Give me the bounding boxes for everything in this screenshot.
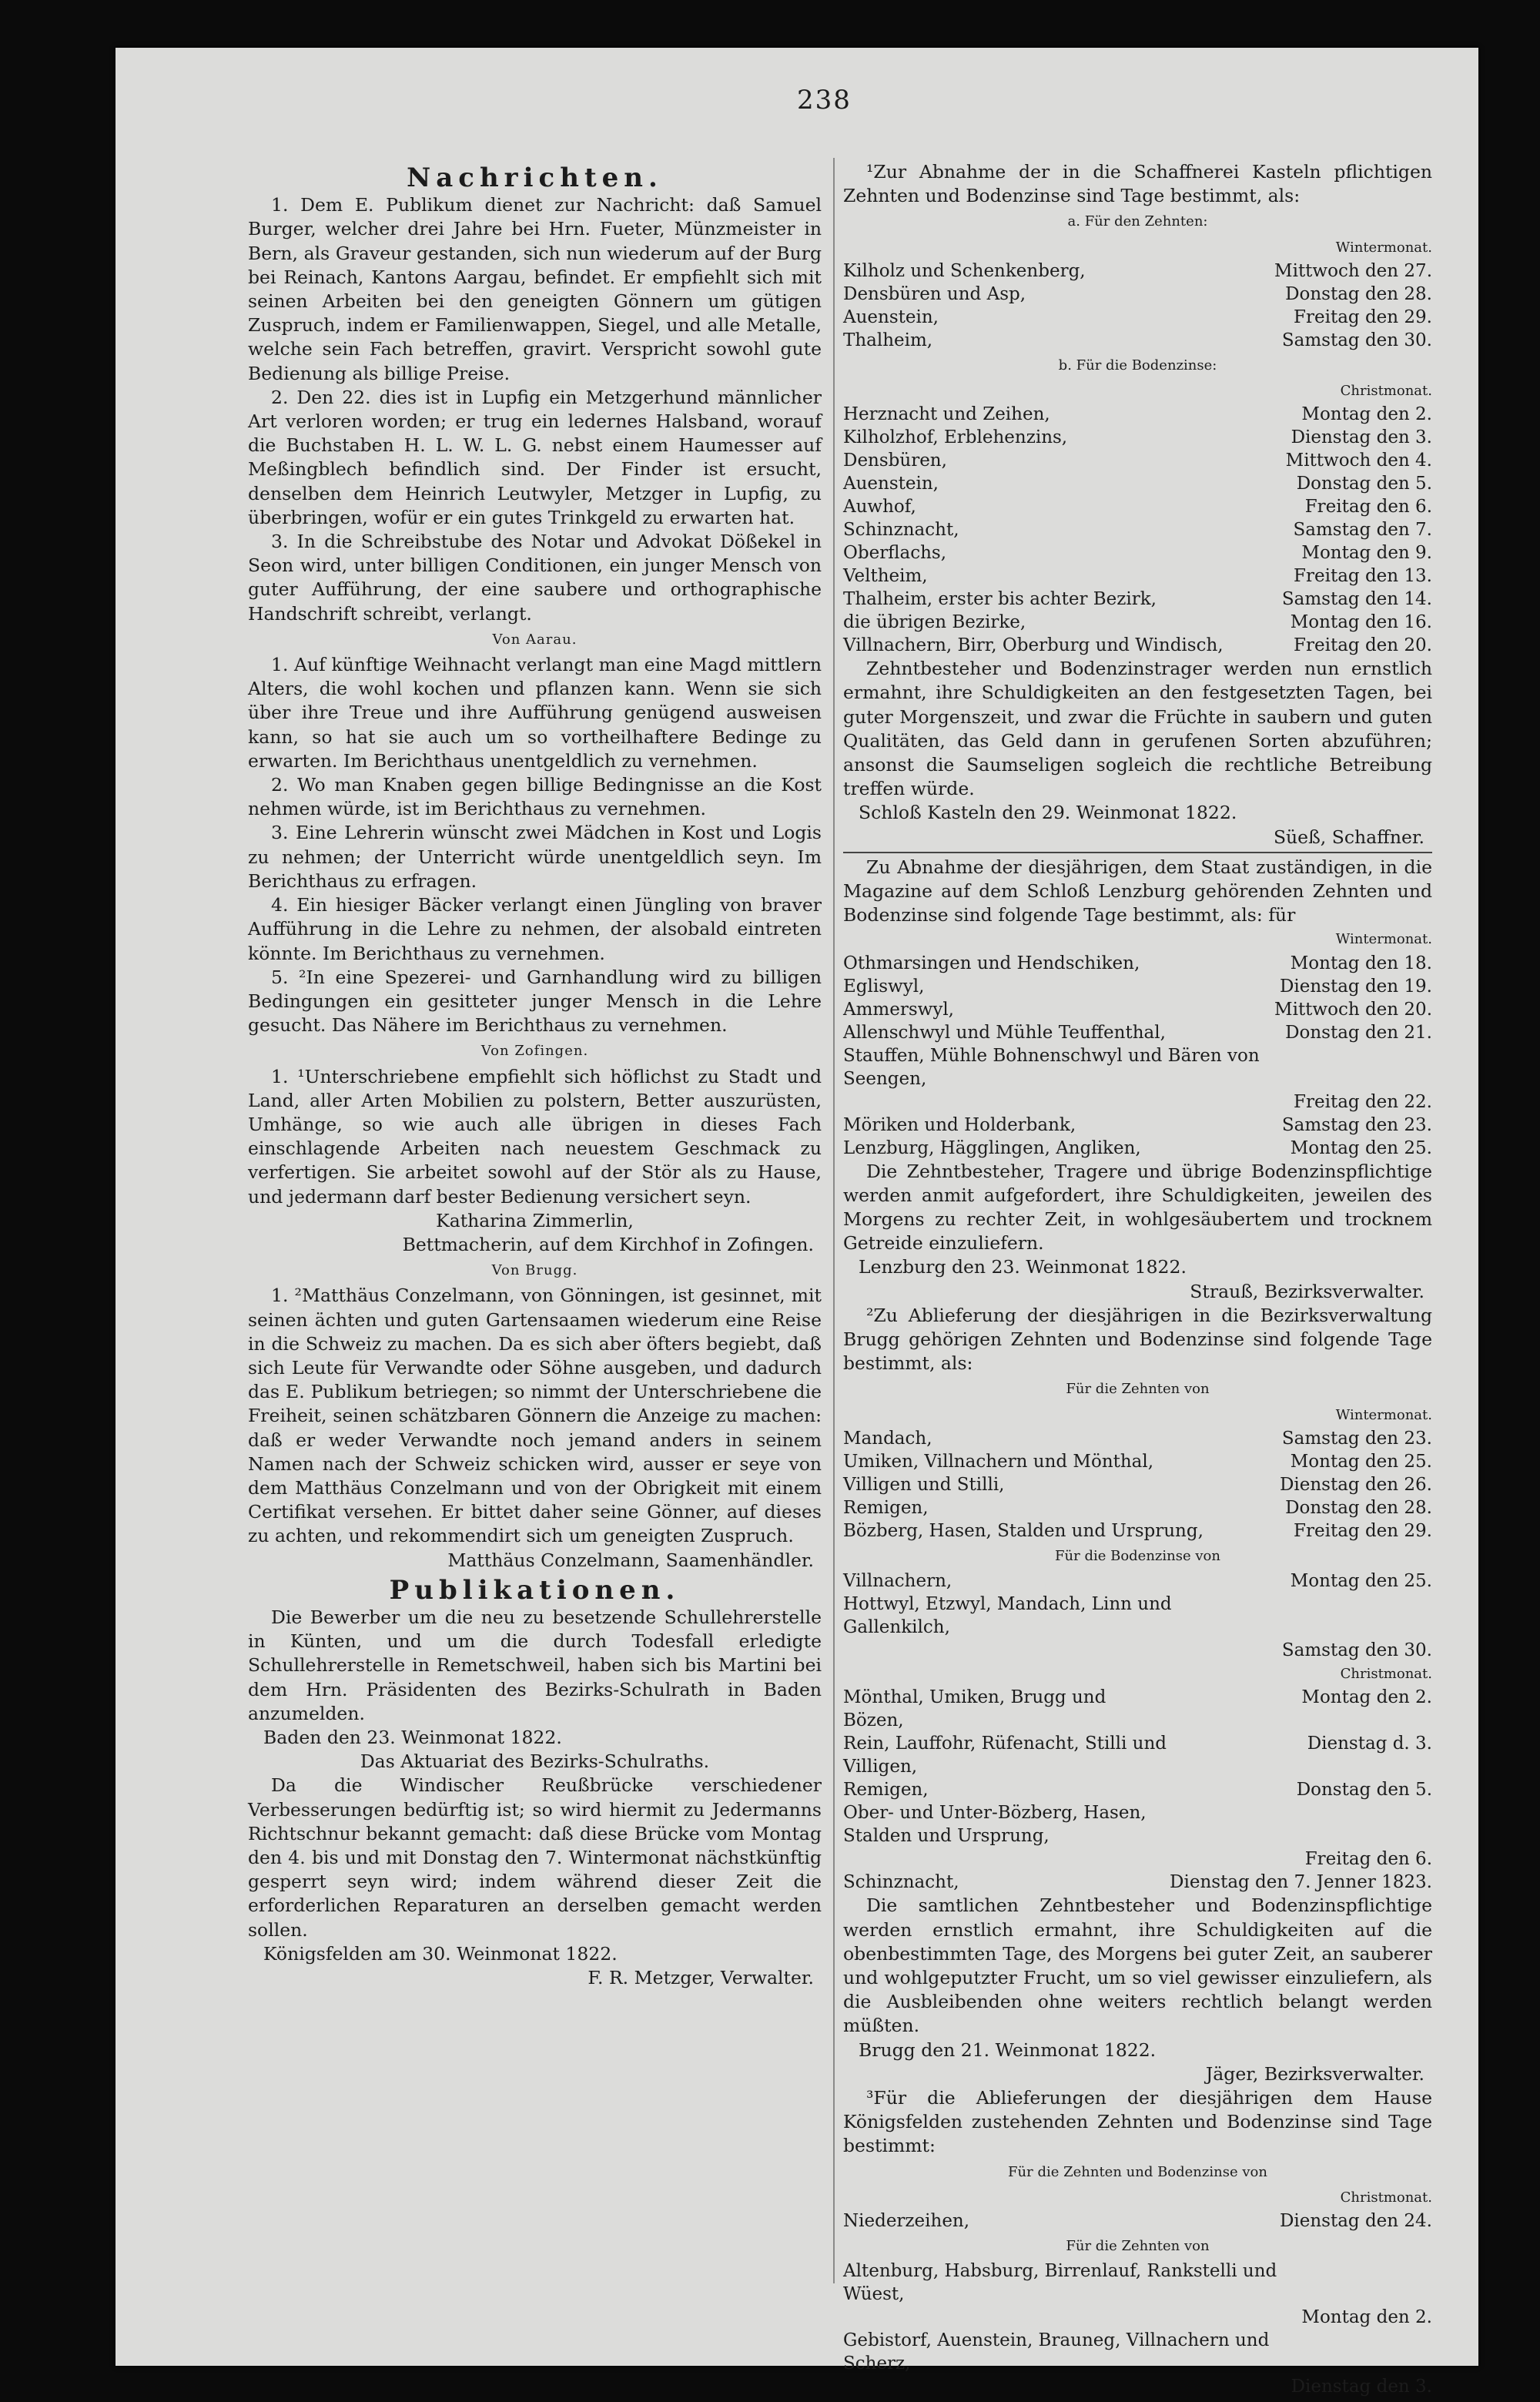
schedule-row: [843, 1450, 1432, 1473]
schedule-place: Villigen und Stilli,: [843, 1474, 1005, 1495]
schedule-row: [843, 1496, 1432, 1519]
schedule-row: [843, 329, 1432, 352]
schedule-date: Freitag den 6.: [1304, 1849, 1432, 1870]
notice-paragraph: ²Zu Ablieferung der diesjährigen in die Bezirksverwaltung Brugg gehörigen Zehnten und Bodenzinse sind folgende Tage bestimmt, als:: [843, 1304, 1432, 1375]
divider: [843, 852, 1432, 853]
schedule-date: Montag den 9.: [1301, 543, 1432, 564]
signature: Das Aktuariat des Bezirks-Schulraths.: [360, 1750, 710, 1773]
schedule-date: Samstag den 14.: [1281, 589, 1432, 610]
schedule-row: [843, 1021, 1432, 1044]
schedule-place: Veltheim,: [843, 566, 928, 587]
schedule-date: Dienstag den 3.: [1291, 427, 1432, 448]
schedule-place: Niederzeihen,: [843, 2210, 970, 2231]
schedule-row: [843, 611, 1432, 634]
schedule-row: [843, 1137, 1432, 1160]
notice-paragraph: Da die Windischer Reußbrücke verschiedener Verbesserungen bedürftig ist; so wird hiermit zu Jedermanns Richtschnur bekannt gemacht: daß diese Brücke vom Montag den 4. bis und mit Donstag den 7. Wintermonat nächstkünftig gesperrt seyn wird; indem während dieser Zeit die erforderlichen Reparaturen an derselben gemacht werden sollen.: [248, 1774, 822, 1941]
month-label: Wintermonat.: [1335, 239, 1432, 256]
schedule-place: Egliswyl,: [843, 976, 925, 997]
schedule-place: Mönthal, Umiken, Brugg und Bözen,: [843, 1687, 1106, 1731]
schedule-place: Thalheim, erster bis achter Bezirk,: [843, 589, 1157, 610]
notice-paragraph: 1. Auf künftige Weihnacht verlangt man eine Magd mittlern Alters, die wohl kochen und pflanzen kann. Wenn sie sich über ihre Treue und ihre Aufführung genügend ausweisen kann, so hat sie auch um so vortheilhaftere Bedinge zu erwarten. Im Berichthaus unentgeldlich zu vernehmen.: [248, 654, 822, 772]
schedule-date: Mittwoch den 4.: [1285, 451, 1432, 471]
schedule-row: [843, 2329, 1432, 2375]
notice-paragraph: Die samtlichen Zehntbesteher und Bodenzinspflichtige werden ernstlich ermahnt, ihre Schuldigkeiten auf die obenbestimmten Tage, des Morgens bei guter Zeit, an sauberer und wohlgeputzter Frucht, um so viel gewisser einzuliefern, als die Ausbleibenden ohne weiters rechtlich belangt werden müßten.: [843, 1894, 1432, 2037]
schedule-row: [843, 1686, 1432, 1732]
schedule-place: Stauffen, Mühle Bohnenschwyl und Bären von Seengen,: [843, 1045, 1260, 1089]
section-title-publikationen: Publikationen.: [389, 1574, 681, 1606]
schedule-date: Dienstag d. 3.: [1307, 1734, 1432, 1754]
schedule-date: Dienstag den 7. Jenner 1823.: [1170, 1872, 1432, 1893]
schedule-place: Remigen,: [843, 1780, 929, 1801]
month-label: Wintermonat.: [1335, 1406, 1432, 1423]
schedule-place: [843, 2375, 1291, 2398]
schedule-date: Montag den 25.: [1290, 1137, 1432, 1158]
schedule-place: Mandach,: [843, 1428, 932, 1449]
schedule-subheading: Für die Zehnten und Bodenzinse von: [1008, 2163, 1267, 2180]
schedule-date: Freitag den 6.: [1304, 497, 1432, 518]
schedule-row: [843, 1801, 1432, 1848]
schedule-table: [843, 1570, 1432, 1662]
schedule-table: [843, 1686, 1432, 1894]
left-column: [248, 160, 822, 1990]
notice-paragraph: ¹Zur Abnahme der in die Schaffnerei Kasteln pflichtigen Zehnten und Bodenzinse sind Tage bestimmt, als:: [843, 161, 1432, 207]
month-label: Christmonat.: [1340, 2189, 1432, 2206]
schedule-place: Auenstein,: [843, 474, 939, 494]
dateline: Schloß Kasteln den 29. Weinmonat 1822.: [859, 802, 1237, 824]
schedule-date: Donstag den 21.: [1285, 1022, 1432, 1043]
schedule-row: [843, 2375, 1432, 2398]
schedule-row: [843, 1570, 1432, 1593]
schedule-place: Thalheim,: [843, 330, 933, 350]
notice-paragraph: 3. Eine Lehrerin wünscht zwei Mädchen in Kost und Logis zu nehmen; der Unterricht würde unentgeldlich seyn. Im Berichthaus zu erfragen.: [248, 822, 822, 892]
dateline: Königsfelden am 30. Weinmonat 1822.: [263, 1942, 618, 1965]
schedule-place: Ober- und Unter-Bözberg, Hasen, Stalden und Ursprung,: [843, 1803, 1147, 1847]
schedule-place: Ammerswyl,: [843, 999, 954, 1020]
schedule-place: Schinznacht,: [843, 1872, 959, 1893]
schedule-row: [843, 472, 1432, 495]
schedule-table: [843, 952, 1432, 1160]
month-label: Wintermonat.: [1335, 931, 1432, 948]
schedule-date: Samstag den 30.: [1281, 1640, 1432, 1661]
dateline: Lenzburg den 23. Weinmonat 1822.: [859, 1256, 1187, 1278]
schedule-place: Villnachern, Birr, Oberburg und Windisch,: [843, 635, 1224, 656]
schedule-row: [843, 306, 1432, 329]
schedule-row: [843, 1871, 1432, 1894]
schedule-row: [843, 1090, 1432, 1114]
schedule-row: [843, 634, 1432, 657]
schedule-row: [843, 1732, 1432, 1778]
schedule-row: [843, 495, 1432, 518]
schedule-place: Auenstein,: [843, 307, 939, 327]
notice-paragraph: 2. Den 22. dies ist in Lupfig ein Metzgerhund männlicher Art verloren worden; er trug ein ledernes Halsband, worauf die Buchstaben H. L. W. L. G. nebst einem Haumesser auf Meßingblech befindlich sind. Der Finder ist ersucht, denselben dem Heinrich Leutwyler, Metzger in Lupfig, zu überbringen, wofür er ein gutes Trinkgeld zu erwarten hat.: [248, 386, 822, 528]
subheading-brugg: Von Brugg.: [491, 1262, 578, 1279]
schedule-row: [843, 260, 1432, 283]
schedule-row: [843, 518, 1432, 541]
schedule-row: [843, 1639, 1432, 1662]
schedule-date: Montag den 16.: [1290, 612, 1432, 633]
section-title-nachrichten: Nachrichten.: [407, 162, 663, 193]
schedule-place: [843, 1848, 1170, 1871]
schedule-date: [1291, 2329, 1432, 2375]
notice-paragraph: 2. Wo man Knaben gegen billige Bedingnisse an die Kost nehmen würde, ist im Berichthaus zu vernehmen.: [248, 774, 822, 820]
schedule-place: Herznacht und Zeihen,: [843, 404, 1050, 425]
subheading-aarau: Von Aarau.: [492, 631, 578, 648]
schedule-date: Freitag den 29.: [1294, 307, 1432, 327]
schedule-row: [843, 2209, 1432, 2233]
schedule-date: Montag den 25.: [1290, 1571, 1432, 1592]
schedule-row: [843, 952, 1432, 975]
signature: Bettmacherin, auf dem Kirchhof in Zofingen.: [402, 1233, 814, 1255]
schedule-row: [843, 1114, 1432, 1137]
notice-paragraph: Die Zehntbesteher, Tragere und übrige Bodenzinspflichtige werden anmit aufgefordert, ihre Schuldigkeiten, jeweilen des Morgens zu rechter Zeit, in wohlgesäubertem und trocknem Getreide einzuliefern.: [843, 1160, 1432, 1255]
schedule-place: Rein, Lauffohr, Rüfenacht, Stilli und Villigen,: [843, 1734, 1167, 1777]
schedule-place: Oberflachs,: [843, 543, 947, 564]
schedule-date: Freitag den 20.: [1294, 635, 1432, 656]
schedule-place: Altenburg, Habsburg, Birrenlauf, Rankstelli und Wüest,: [843, 2261, 1277, 2305]
schedule-row: [843, 998, 1432, 1021]
schedule-date: Samstag den 23.: [1281, 1114, 1432, 1135]
schedule-table: [843, 2209, 1432, 2233]
schedule-date: Freitag den 29.: [1294, 1520, 1432, 1541]
schedule-place: Möriken und Holderbank,: [843, 1114, 1076, 1135]
schedule-row: [843, 1044, 1432, 1090]
subheading-zofingen: Von Zofingen.: [480, 1043, 589, 1060]
schedule-date: Montag den 18.: [1290, 953, 1432, 973]
page-number: 238: [797, 85, 852, 116]
signature: Jäger, Bezirksverwalter.: [1205, 2062, 1424, 2085]
schedule-place: Othmarsingen und Hendschiken,: [843, 953, 1140, 973]
schedule-row: [843, 1427, 1432, 1450]
schedule-date: Dienstag den 26.: [1279, 1474, 1432, 1495]
schedule-row: [843, 975, 1432, 998]
schedule-place: Allenschwyl und Mühle Teuffenthal,: [843, 1022, 1166, 1043]
schedule-subheading: Für die Zehnten von: [1066, 1381, 1210, 1398]
schedule-date: Freitag den 13.: [1294, 566, 1432, 587]
schedule-row: [843, 1593, 1432, 1639]
dateline: Brugg den 21. Weinmonat 1822.: [859, 2039, 1157, 2061]
schedule-subheading: Für die Bodenzinse von: [1055, 1547, 1220, 1564]
schedule-date: [1274, 1044, 1432, 1090]
schedule-place: Gebistorf, Auenstein, Brauneg, Villnachern und Scherz,: [843, 2330, 1270, 2374]
notice-paragraph: Zu Abnahme der diesjährigen, dem Staat zuständigen, in die Magazine auf dem Schloß Lenzburg gehörenden Zehnten und Bodenzinse sind folgende Tage bestimmt, als: für: [843, 856, 1432, 926]
schedule-row: [843, 1778, 1432, 1801]
schedule-date: Mittwoch den 20.: [1274, 999, 1432, 1020]
notice-paragraph: 1. Dem E. Publikum dienet zur Nachricht: daß Samuel Burger, welcher drei Jahre bei Hrn. Fueter, Münzmeister in Bern, als Graveur gestanden, sich nun wiederum auf der Burg bei Reinach, Kantons Aargau, befindet. Er empfiehlt sich mit seinen Arbeiten bei den geneigten Gönnern um gütigen Zuspruch, indem er Familienwappen, Siegel, und alle Metalle, welche sein Fach betreffen, gravirt. Verspricht sowohl gute Bedienung als billige Preise.: [248, 194, 822, 384]
schedule-row: [843, 1473, 1432, 1496]
schedule-place: Auwhof,: [843, 497, 916, 518]
schedule-place: Villnachern,: [843, 1571, 952, 1592]
schedule-place: Umiken, Villnachern und Mönthal,: [843, 1451, 1154, 1472]
schedule-row: [843, 1519, 1432, 1543]
schedule-row: [843, 541, 1432, 564]
schedule-date: Montag den 2.: [1301, 2307, 1432, 2328]
schedule-date: Montag den 2.: [1301, 1687, 1432, 1708]
notice-paragraph: 1. ¹Unterschriebene empfiehlt sich höflichst zu Stadt und Land, aller Arten Mobilien zu polstern, Better auszurüsten, Umhänge, so wie auch alle übrigen in dieses Fach einschlagende Arbeiten nach neuestem Geschmack zu verfertigen. Sie arbeitet sowohl auf der Stör als zu Hause, und jedermann darf bester Bedienung versichert seyn.: [248, 1065, 822, 1208]
schedule-subheading: Für die Zehnten von: [1066, 2237, 1210, 2254]
notice-paragraph: ³Für die Ablieferungen der diesjährigen dem Hause Königsfelden zustehenden Zehnten und Bodenzinse sind Tage bestimmt:: [843, 2086, 1432, 2157]
schedule-subheading: b. Für die Bodenzinse:: [1058, 357, 1217, 374]
schedule-date: [1291, 2260, 1432, 2306]
schedule-date: Donstag den 5.: [1296, 474, 1432, 494]
schedule-table: [843, 2260, 1432, 2398]
month-label: Christmonat.: [1340, 1666, 1432, 1683]
schedule-subheading: a. Für den Zehnten:: [1067, 213, 1208, 230]
schedule-row: [843, 2306, 1432, 2329]
schedule-place: Kilholzhof, Erblehenzins,: [843, 427, 1068, 448]
schedule-date: Donstag den 5.: [1296, 1780, 1432, 1801]
schedule-date: Montag den 2.: [1301, 404, 1432, 425]
schedule-date: Samstag den 7.: [1293, 520, 1432, 541]
signature: Matthäus Conzelmann, Saamenhändler.: [447, 1549, 814, 1571]
schedule-date: Dienstag den 19.: [1279, 976, 1432, 997]
schedule-date: [1282, 1593, 1432, 1639]
schedule-date: Samstag den 30.: [1281, 330, 1432, 350]
schedule-row: [843, 426, 1432, 449]
schedule-place: Schinznacht,: [843, 520, 959, 541]
schedule-date: Montag den 25.: [1290, 1451, 1432, 1472]
signature: Strauß, Bezirksverwalter.: [1190, 1280, 1424, 1302]
signature: Süeß, Schaffner.: [1273, 826, 1424, 848]
schedule-place: Kilholz und Schenkenberg,: [843, 260, 1086, 281]
signature: F. R. Metzger, Verwalter.: [588, 1967, 814, 1989]
schedule-row: [843, 283, 1432, 306]
schedule-place: [843, 2306, 1291, 2329]
schedule-row: [843, 1848, 1432, 1871]
schedule-place: Remigen,: [843, 1497, 929, 1518]
schedule-date: Freitag den 22.: [1294, 1091, 1432, 1112]
schedule-row: [843, 403, 1432, 426]
schedule-date: Mittwoch den 27.: [1274, 260, 1432, 281]
schedule-place: Densbüren,: [843, 451, 947, 471]
schedule-date: Samstag den 23.: [1281, 1428, 1432, 1449]
month-label: Christmonat.: [1340, 383, 1432, 400]
schedule-place: Lenzburg, Hägglingen, Angliken,: [843, 1137, 1141, 1158]
notice-paragraph: 1. ²Matthäus Conzelmann, von Gönningen, ist gesinnet, mit seinen ächten und guten Gartensaamen wiederum eine Reise in die Schweiz zu machen. Da es sich aber öfters begiebt, daß sich Leute für Verwandte oder Söhne ausgeben, und dadurch das E. Publikum betriegen; so nimmt der Unterschriebene die Freiheit, seinen schätzbaren Gönnern die Anzeige zu machen: daß er weder Verwandte noch jemand anders in seinem Namen nach der Schweiz schicken wird, ausser er seye von dem Matthäus Conzelmann und von der Obrigkeit mit einem Certifikat versehen. Er bittet daher seine Gönner, auf dieses zu achten, und rekommendirt sich um geneigten Zuspruch.: [248, 1285, 822, 1547]
schedule-table: [843, 1427, 1432, 1543]
schedule-table: [843, 403, 1432, 657]
schedule-date: Donstag den 28.: [1285, 283, 1432, 304]
notice-paragraph: 5. ²In eine Spezerei- und Garnhandlung wird zu billigen Bedingungen ein gesitteter junger Mensch in die Lehre gesucht. Das Nähere im Berichthaus zu vernehmen.: [248, 966, 822, 1037]
schedule-place: Hottwyl, Etzwyl, Mandach, Linn und Gallenkilch,: [843, 1594, 1172, 1638]
schedule-date: Dienstag den 24.: [1279, 2210, 1432, 2231]
schedule-place: Bözberg, Hasen, Stalden und Ursprung,: [843, 1520, 1204, 1541]
schedule-date: [1170, 1801, 1432, 1848]
schedule-row: [843, 2260, 1432, 2306]
dateline: Baden den 23. Weinmonat 1822.: [263, 1727, 562, 1748]
schedule-place: [843, 1639, 1282, 1662]
notice-paragraph: 4. Ein hiesiger Bäcker verlangt einen Jüngling von braver Aufführung in die Lehre zu nehmen, der alsobald eintreten könnte. Im Berichthaus zu vernehmen.: [248, 894, 822, 964]
right-column: [843, 160, 1432, 2398]
notice-paragraph: 3. In die Schreibstube des Notar und Advokat Dößekel in Seon wird, unter billigen Conditionen, ein junger Mensch von guter Aufführung, der eine saubere und orthographische Handschrift schreibt, verlangt.: [248, 531, 822, 625]
notice-paragraph: Die Bewerber um die neu zu besetzende Schullehrerstelle in Künten, und um die durch Todesfall erledigte Schullehrerstelle in Remetschweil, haben sich bis Martini bei dem Hrn. Präsidenten des Bezirks-Schulrath in Baden anzumelden.: [248, 1606, 822, 1724]
schedule-date: Donstag den 28.: [1285, 1497, 1432, 1518]
schedule-place: [843, 1090, 1274, 1114]
column-divider: [833, 158, 835, 2283]
schedule-place: die übrigen Bezirke,: [843, 612, 1026, 633]
schedule-place: Densbüren und Asp,: [843, 283, 1026, 304]
notice-paragraph: Zehntbesteher und Bodenzinstrager werden nun ernstlich ermahnt, ihre Schuldigkeiten an den festgesetzten Tagen, bei guter Morgenszeit, und zwar die Früchte in saubern und guten Qualitäten, das Geld dann in gerufenen Sorten abzuführen; ansonst die Saumseligen sogleich die rechtliche Betreibung treffen würde.: [843, 658, 1432, 800]
schedule-row: [843, 449, 1432, 472]
schedule-date: Dienstag den 3.: [1291, 2377, 1432, 2397]
signature: Katharina Zimmerlin,: [436, 1209, 634, 1231]
schedule-row: [843, 564, 1432, 588]
schedule-table: [843, 260, 1432, 352]
schedule-row: [843, 588, 1432, 611]
